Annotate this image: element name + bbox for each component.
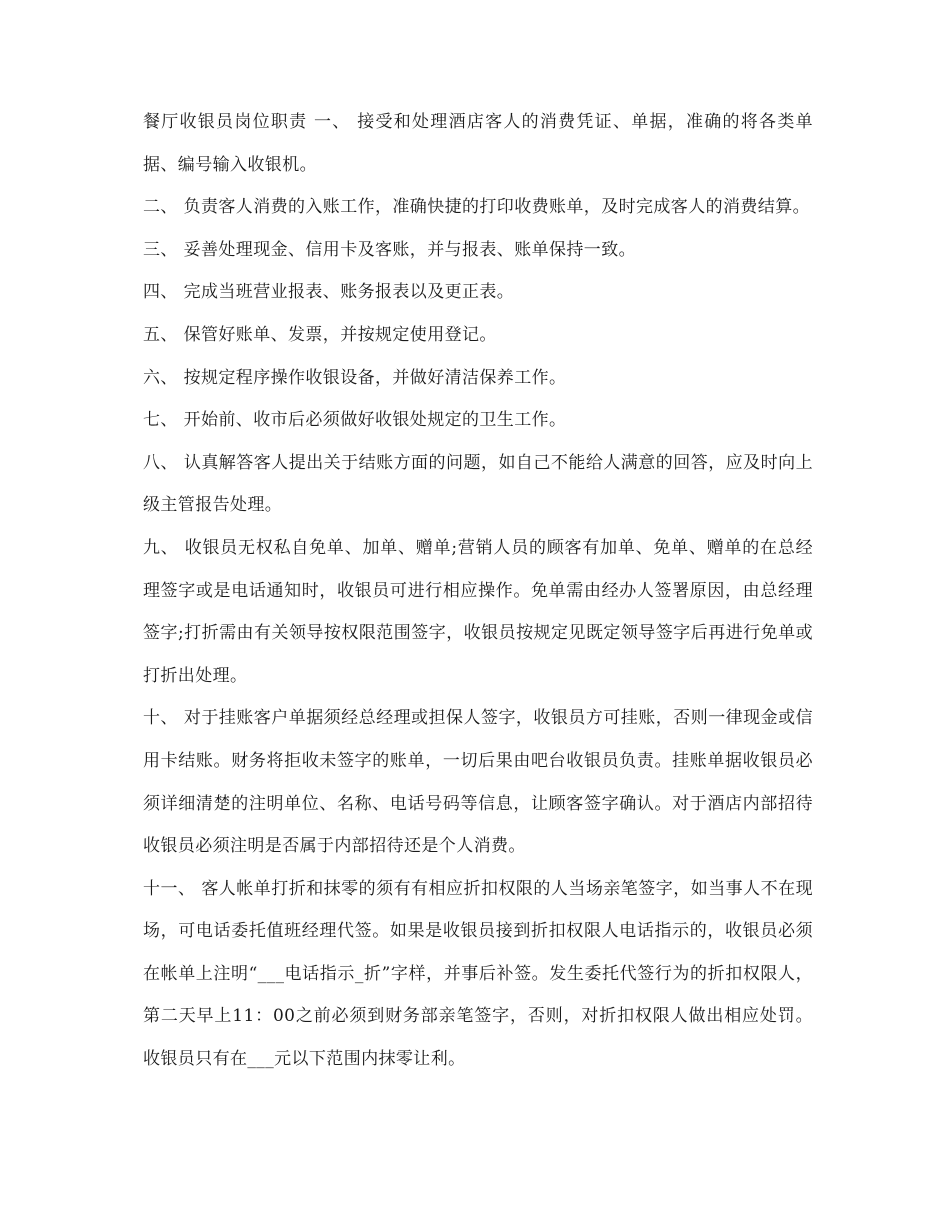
- paragraph-5: 五、 保管好账单、发票，并按规定使用登记。: [143, 324, 497, 345]
- paragraph-2: 二、 负责客人消费的入账工作，准确快捷的打印收费账单，及时完成客人的消费结算。: [143, 197, 811, 218]
- paragraph-9: 九、 收银员无权私自免单、加单、赠单;营销人员的顾客有加单、免单、赠单的在总经理签字或是电话通知时，收银员可进行相应操作。免单需由经办人签署原因，由总经理签字;打折需由有关领导按权限范围签字，收银员按规定见既定领导签字后再进行免单或打折出处理。: [143, 537, 813, 686]
- paragraph-8: 八、 认真解答客人提出关于结账方面的问题，如自己不能给人满意的回答，应及时向上级主管报告处理。: [143, 452, 813, 516]
- paragraph-4: 四、 完成当班营业报表、账务报表以及更正表。: [143, 282, 515, 303]
- paragraph-10: 十、 对于挂账客户单据须经总经理或担保人签字，收银员方可挂账，否则一律现金或信用卡结账。财务将拒收未签字的账单，一切后果由吧台收银员负责。挂账单据收银员必须详细清楚的注明单位、名称、电话号码等信息，让顾客签字确认。对于酒店内部招待收银员必须注明是否属于内部招待还是个人消费。: [143, 708, 813, 857]
- paragraph-7: 七、 开始前、收市后必须做好收银处规定的卫生工作。: [143, 410, 567, 431]
- paragraph-6: 六、 按规定程序操作收银设备，并做好清洁保养工作。: [143, 367, 567, 388]
- paragraph-intro-1: 餐厅收银员岗位职责 一、 接受和处理酒店客人的消费凭证、单据，准确的将各类单据、编号输入收银机。: [143, 112, 813, 175]
- document-body: [143, 101, 813, 1081]
- paragraph-3: 三、 妥善处理现金、信用卡及客账，并与报表、账单保持一致。: [143, 239, 637, 260]
- paragraph-11: 十一、 客人帐单打折和抹零的须有有相应折扣权限的人当场亲笔签字，如当事人不在现场，可电话委托值班经理代签。如果是收银员接到折扣权限人电话指示的，收银员必须在帐单上注明“___电话指示_折”字样，并事后补签。发生委托代签行为的折扣权限人，第二天早上11：00之前必须到财务部亲笔签字，否则，对折扣权限人做出相应处罚。收银员只有在___元以下范围内抹零让利。: [143, 878, 813, 1070]
